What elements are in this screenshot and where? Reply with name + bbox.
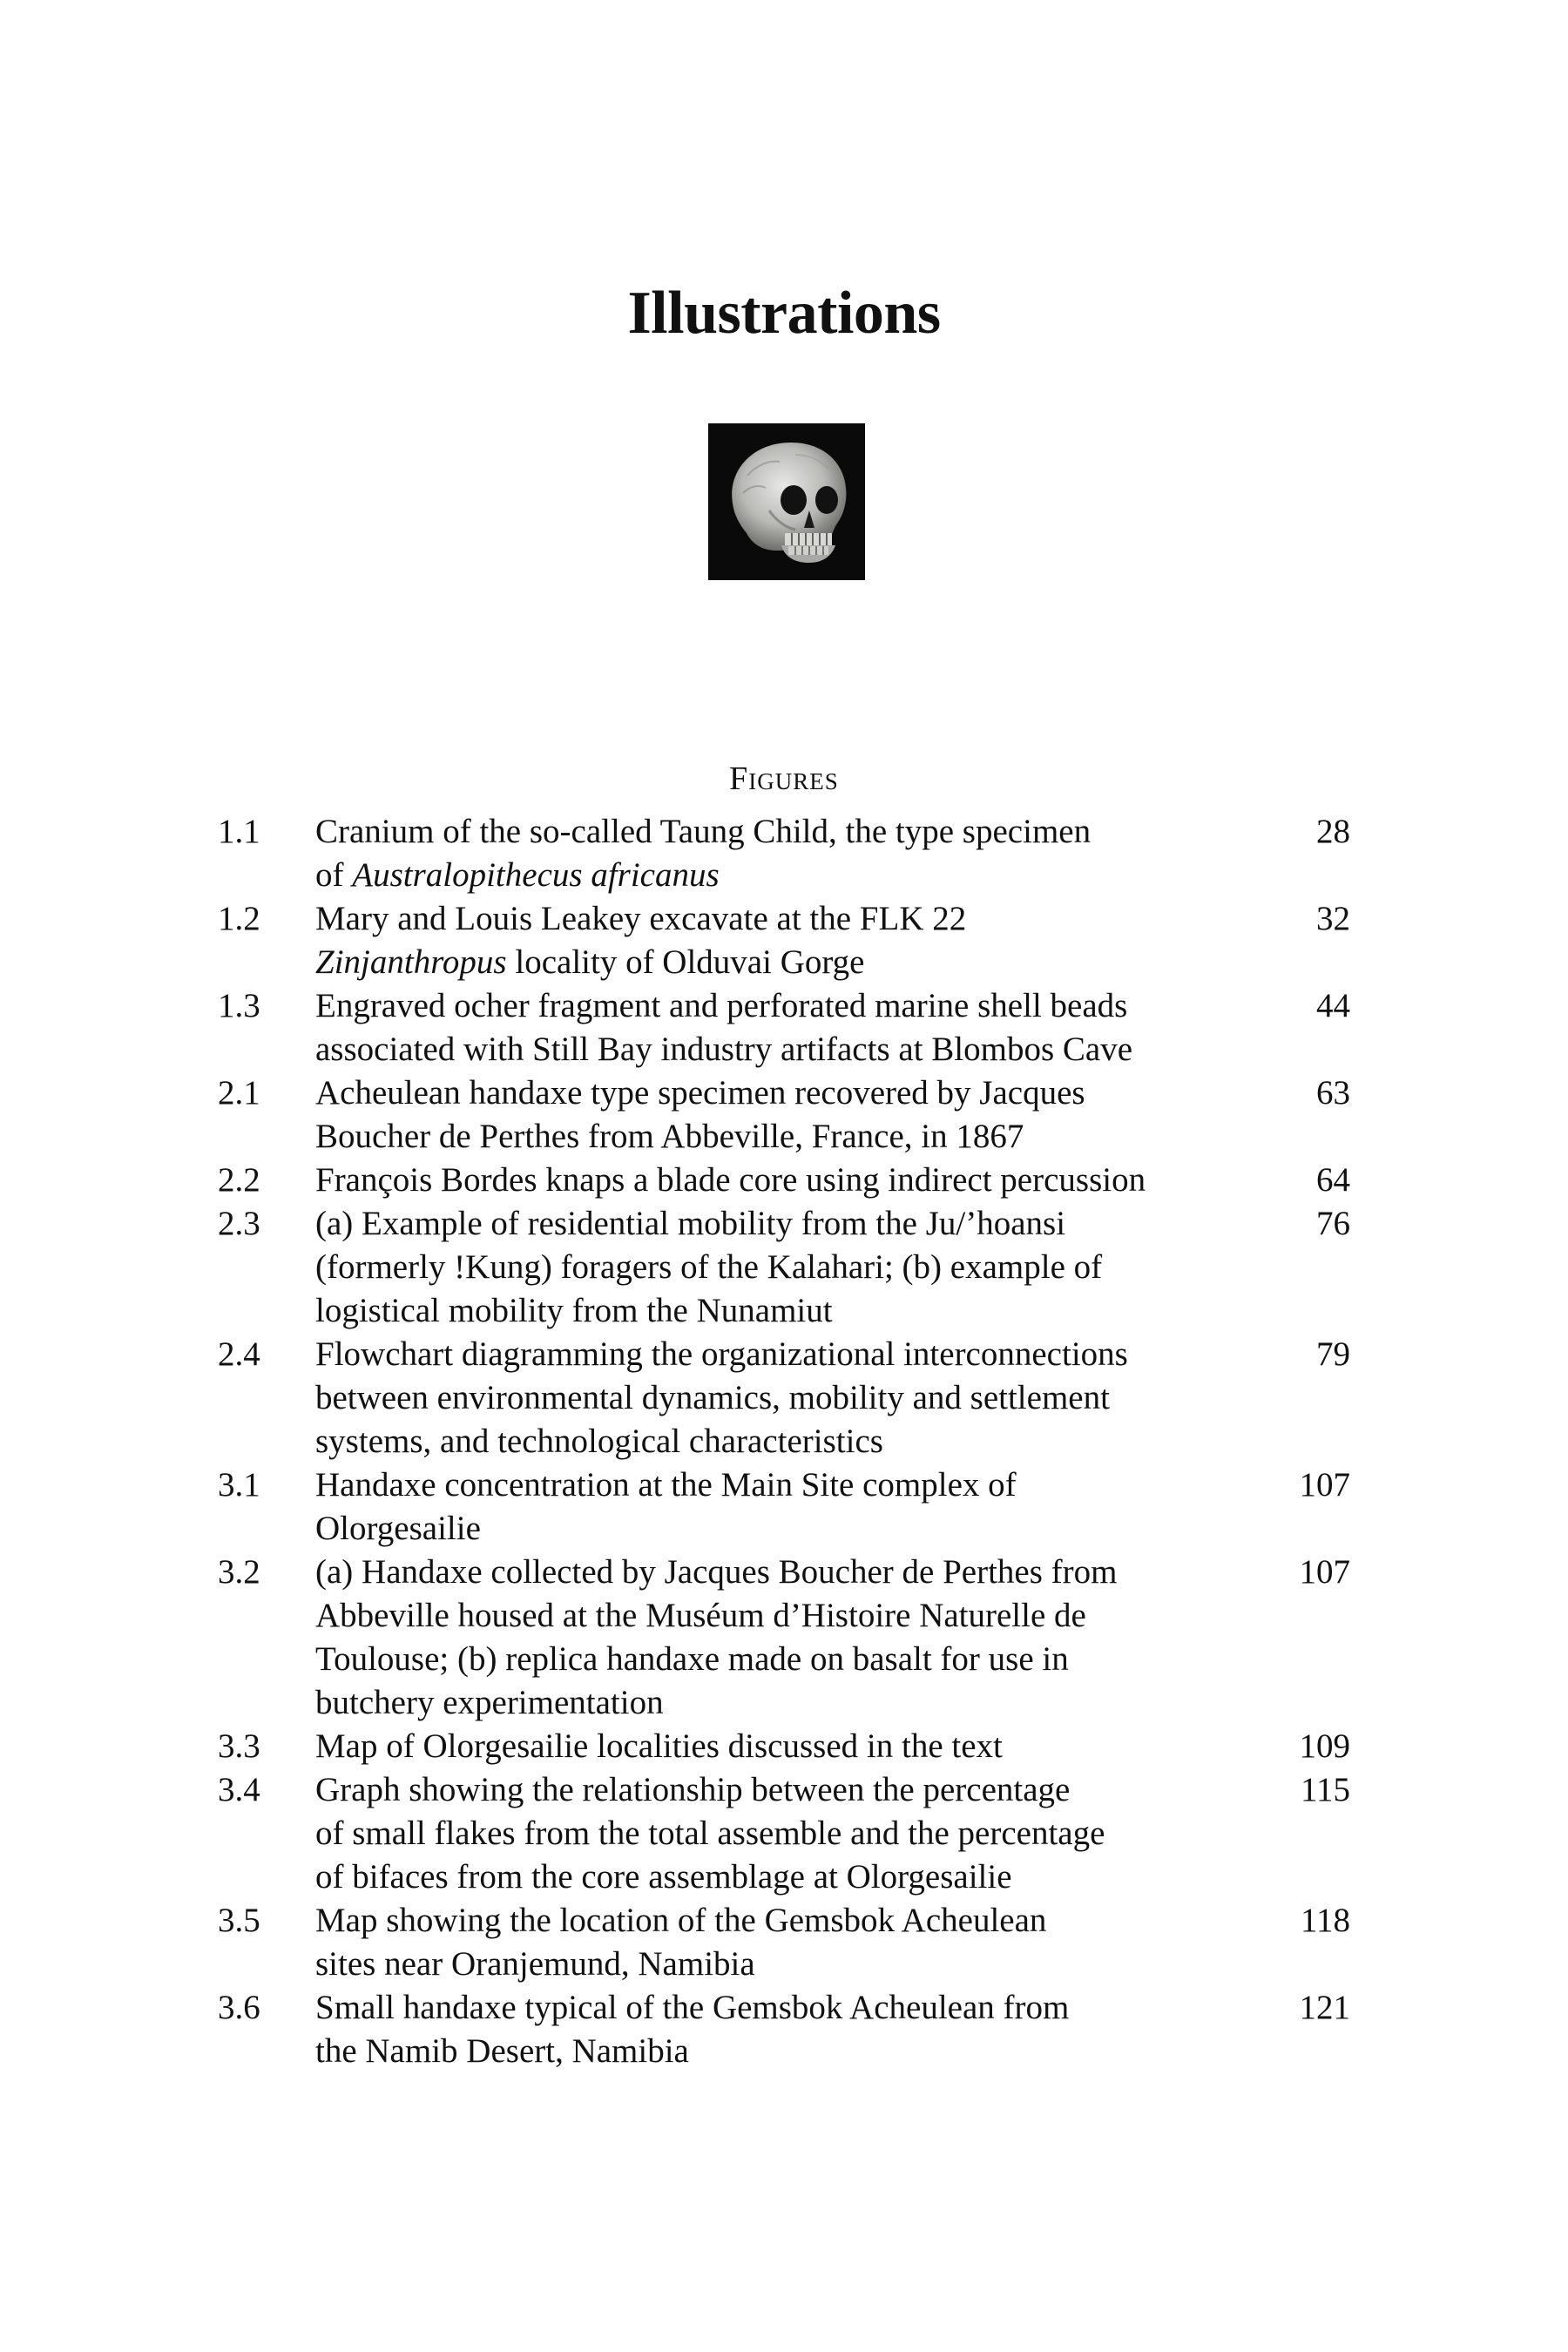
figure-caption xyxy=(315,1071,1274,1159)
figure-entry xyxy=(218,1768,1350,1899)
section-heading: Figures xyxy=(729,760,839,797)
caption-text: (a) Handaxe collected by Jacques Boucher de Perthes from xyxy=(315,1553,1118,1591)
caption-line xyxy=(315,1420,1274,1463)
figure-page-number: 118 xyxy=(1300,1902,1350,1939)
caption-text: Map of Olorgesailie localities discussed in the text xyxy=(315,1727,1003,1765)
figure-caption xyxy=(315,1768,1274,1899)
figure-page-number: 44 xyxy=(1316,987,1350,1024)
figure-number: 1.2 xyxy=(218,900,260,937)
caption-line xyxy=(315,1115,1274,1159)
figure-number: 3.4 xyxy=(218,1771,260,1808)
caption-text: Graph showing the relationship between the percentage xyxy=(315,1771,1071,1808)
caption-text: Small handaxe typical of the Gemsbok Acheulean from xyxy=(315,1989,1070,2026)
caption-text: Olorgesailie xyxy=(315,1510,481,1547)
figure-page-number: 115 xyxy=(1300,1771,1350,1808)
figure-page-number: 32 xyxy=(1316,900,1350,937)
caption-text: sites near Oranjemund, Namibia xyxy=(315,1945,755,1983)
caption-line xyxy=(315,984,1274,1028)
figure-number: 3.6 xyxy=(218,1989,260,2026)
caption-text: Handaxe concentration at the Main Site complex of xyxy=(315,1466,1017,1504)
figure-number: 1.3 xyxy=(218,987,260,1024)
caption-text: the Namib Desert, Namibia xyxy=(315,2032,689,2070)
figure-caption xyxy=(315,1986,1274,2073)
caption-line xyxy=(315,1333,1274,1376)
figure-caption xyxy=(315,1725,1274,1768)
caption-line xyxy=(315,1551,1274,1594)
caption-text: systems, and technological characteristics xyxy=(315,1423,883,1460)
skull-photo-icon xyxy=(708,423,865,580)
figure-caption xyxy=(315,1333,1274,1463)
caption-line xyxy=(315,897,1274,941)
figure-number: 2.1 xyxy=(218,1074,260,1112)
caption-line xyxy=(315,1812,1274,1855)
figure-number: 3.1 xyxy=(218,1466,260,1504)
caption-text: locality of Olduvai Gorge xyxy=(506,943,865,981)
page-title: Illustrations xyxy=(627,280,941,347)
figure-page-number: 107 xyxy=(1299,1466,1350,1504)
figure-number: 2.2 xyxy=(218,1161,260,1199)
figure-caption xyxy=(315,984,1274,1071)
caption-text: Flowchart diagramming the organizational interconnections xyxy=(315,1335,1128,1373)
caption-line xyxy=(315,1028,1274,1071)
caption-line xyxy=(315,1725,1274,1768)
caption-line xyxy=(315,1246,1274,1289)
figure-number: 2.4 xyxy=(218,1335,260,1373)
figure-number: 3.5 xyxy=(218,1902,260,1939)
caption-line xyxy=(315,941,1274,984)
figure-caption xyxy=(315,1899,1274,1986)
figure-caption xyxy=(315,1551,1274,1725)
figure-page-number: 79 xyxy=(1316,1335,1350,1373)
caption-text: of bifaces from the core assemblage at Olorgesailie xyxy=(315,1858,1012,1896)
figure-caption xyxy=(315,897,1274,984)
figure-entry xyxy=(218,1071,1350,1159)
figure-number: 1.1 xyxy=(218,813,260,850)
caption-text: Acheulean handaxe type specimen recovered by Jacques xyxy=(315,1074,1085,1112)
figure-entry xyxy=(218,1333,1350,1463)
figure-entry xyxy=(218,1202,1350,1333)
figure-entry xyxy=(218,984,1350,1071)
caption-line xyxy=(315,1638,1274,1681)
caption-text: of small flakes from the total assemble and the percentage xyxy=(315,1815,1105,1852)
caption-line xyxy=(315,1289,1274,1333)
caption-text: logistical mobility from the Nunamiut xyxy=(315,1292,833,1329)
caption-text: (formerly !Kung) foragers of the Kalahari; (b) example of xyxy=(315,1248,1103,1286)
caption-text: between environmental dynamics, mobility and settlement xyxy=(315,1379,1110,1416)
figure-caption xyxy=(315,1202,1274,1333)
caption-line xyxy=(315,1681,1274,1725)
caption-text: Mary and Louis Leakey excavate at the FLK 22 xyxy=(315,900,967,937)
caption-text: Cranium of the so-called Taung Child, the type specimen xyxy=(315,813,1092,850)
caption-line xyxy=(315,1768,1274,1812)
caption-line xyxy=(315,1071,1274,1115)
figure-entry xyxy=(218,1899,1350,1986)
caption-text: Engraved ocher fragment and perforated marine shell beads xyxy=(315,987,1128,1024)
figure-page-number: 109 xyxy=(1299,1727,1350,1765)
figure-entry xyxy=(218,1159,1350,1202)
caption-text: (a) Example of residential mobility from the Ju/’hoansi xyxy=(315,1205,1066,1242)
caption-text: of xyxy=(315,856,353,894)
figure-caption xyxy=(315,1159,1274,1202)
caption-text: Map showing the location of the Gemsbok Acheulean xyxy=(315,1902,1047,1939)
figure-number: 3.2 xyxy=(218,1553,260,1591)
figure-entry xyxy=(218,1551,1350,1725)
figure-number: 3.3 xyxy=(218,1727,260,1765)
caption-line xyxy=(315,1202,1274,1246)
figure-entry xyxy=(218,1986,1350,2073)
figure-list xyxy=(218,810,1350,2073)
figure-page-number: 107 xyxy=(1299,1553,1350,1591)
figure-caption xyxy=(315,1463,1274,1551)
figure-entry xyxy=(218,1725,1350,1768)
figure-page-number: 76 xyxy=(1316,1205,1350,1242)
caption-line xyxy=(315,810,1274,854)
figure-entry xyxy=(218,897,1350,984)
caption-text: Boucher de Perthes from Abbeville, France, in 1867 xyxy=(315,1118,1024,1155)
figure-number: 2.3 xyxy=(218,1205,260,1242)
caption-line xyxy=(315,1594,1274,1638)
figure-entry xyxy=(218,1463,1350,1551)
caption-line xyxy=(315,2030,1274,2073)
caption-italic-text: Zinjanthropus xyxy=(315,943,507,981)
caption-italic-text: Australopithecus africanus xyxy=(352,856,720,894)
caption-line xyxy=(315,1943,1274,1986)
caption-text: Toulouse; (b) replica handaxe made on basalt for use in xyxy=(315,1640,1069,1678)
caption-text: Abbeville housed at the Muséum d’Histoire Naturelle de xyxy=(315,1597,1086,1634)
figure-page-number: 121 xyxy=(1299,1989,1350,2026)
caption-line xyxy=(315,1855,1274,1899)
caption-text: François Bordes knaps a blade core using indirect percussion xyxy=(315,1161,1146,1199)
caption-line xyxy=(315,1159,1274,1202)
caption-line xyxy=(315,1986,1274,2030)
figure-caption xyxy=(315,810,1274,897)
caption-line xyxy=(315,1899,1274,1943)
figure-page-number: 64 xyxy=(1316,1161,1350,1199)
caption-line xyxy=(315,854,1274,897)
figure-page-number: 28 xyxy=(1316,813,1350,850)
caption-text: butchery experimentation xyxy=(315,1684,664,1721)
caption-line xyxy=(315,1376,1274,1420)
figure-entry xyxy=(218,810,1350,897)
figure-page-number: 63 xyxy=(1316,1074,1350,1112)
caption-text: associated with Still Bay industry artifacts at Blombos Cave xyxy=(315,1031,1133,1068)
caption-line xyxy=(315,1463,1274,1507)
caption-line xyxy=(315,1507,1274,1551)
